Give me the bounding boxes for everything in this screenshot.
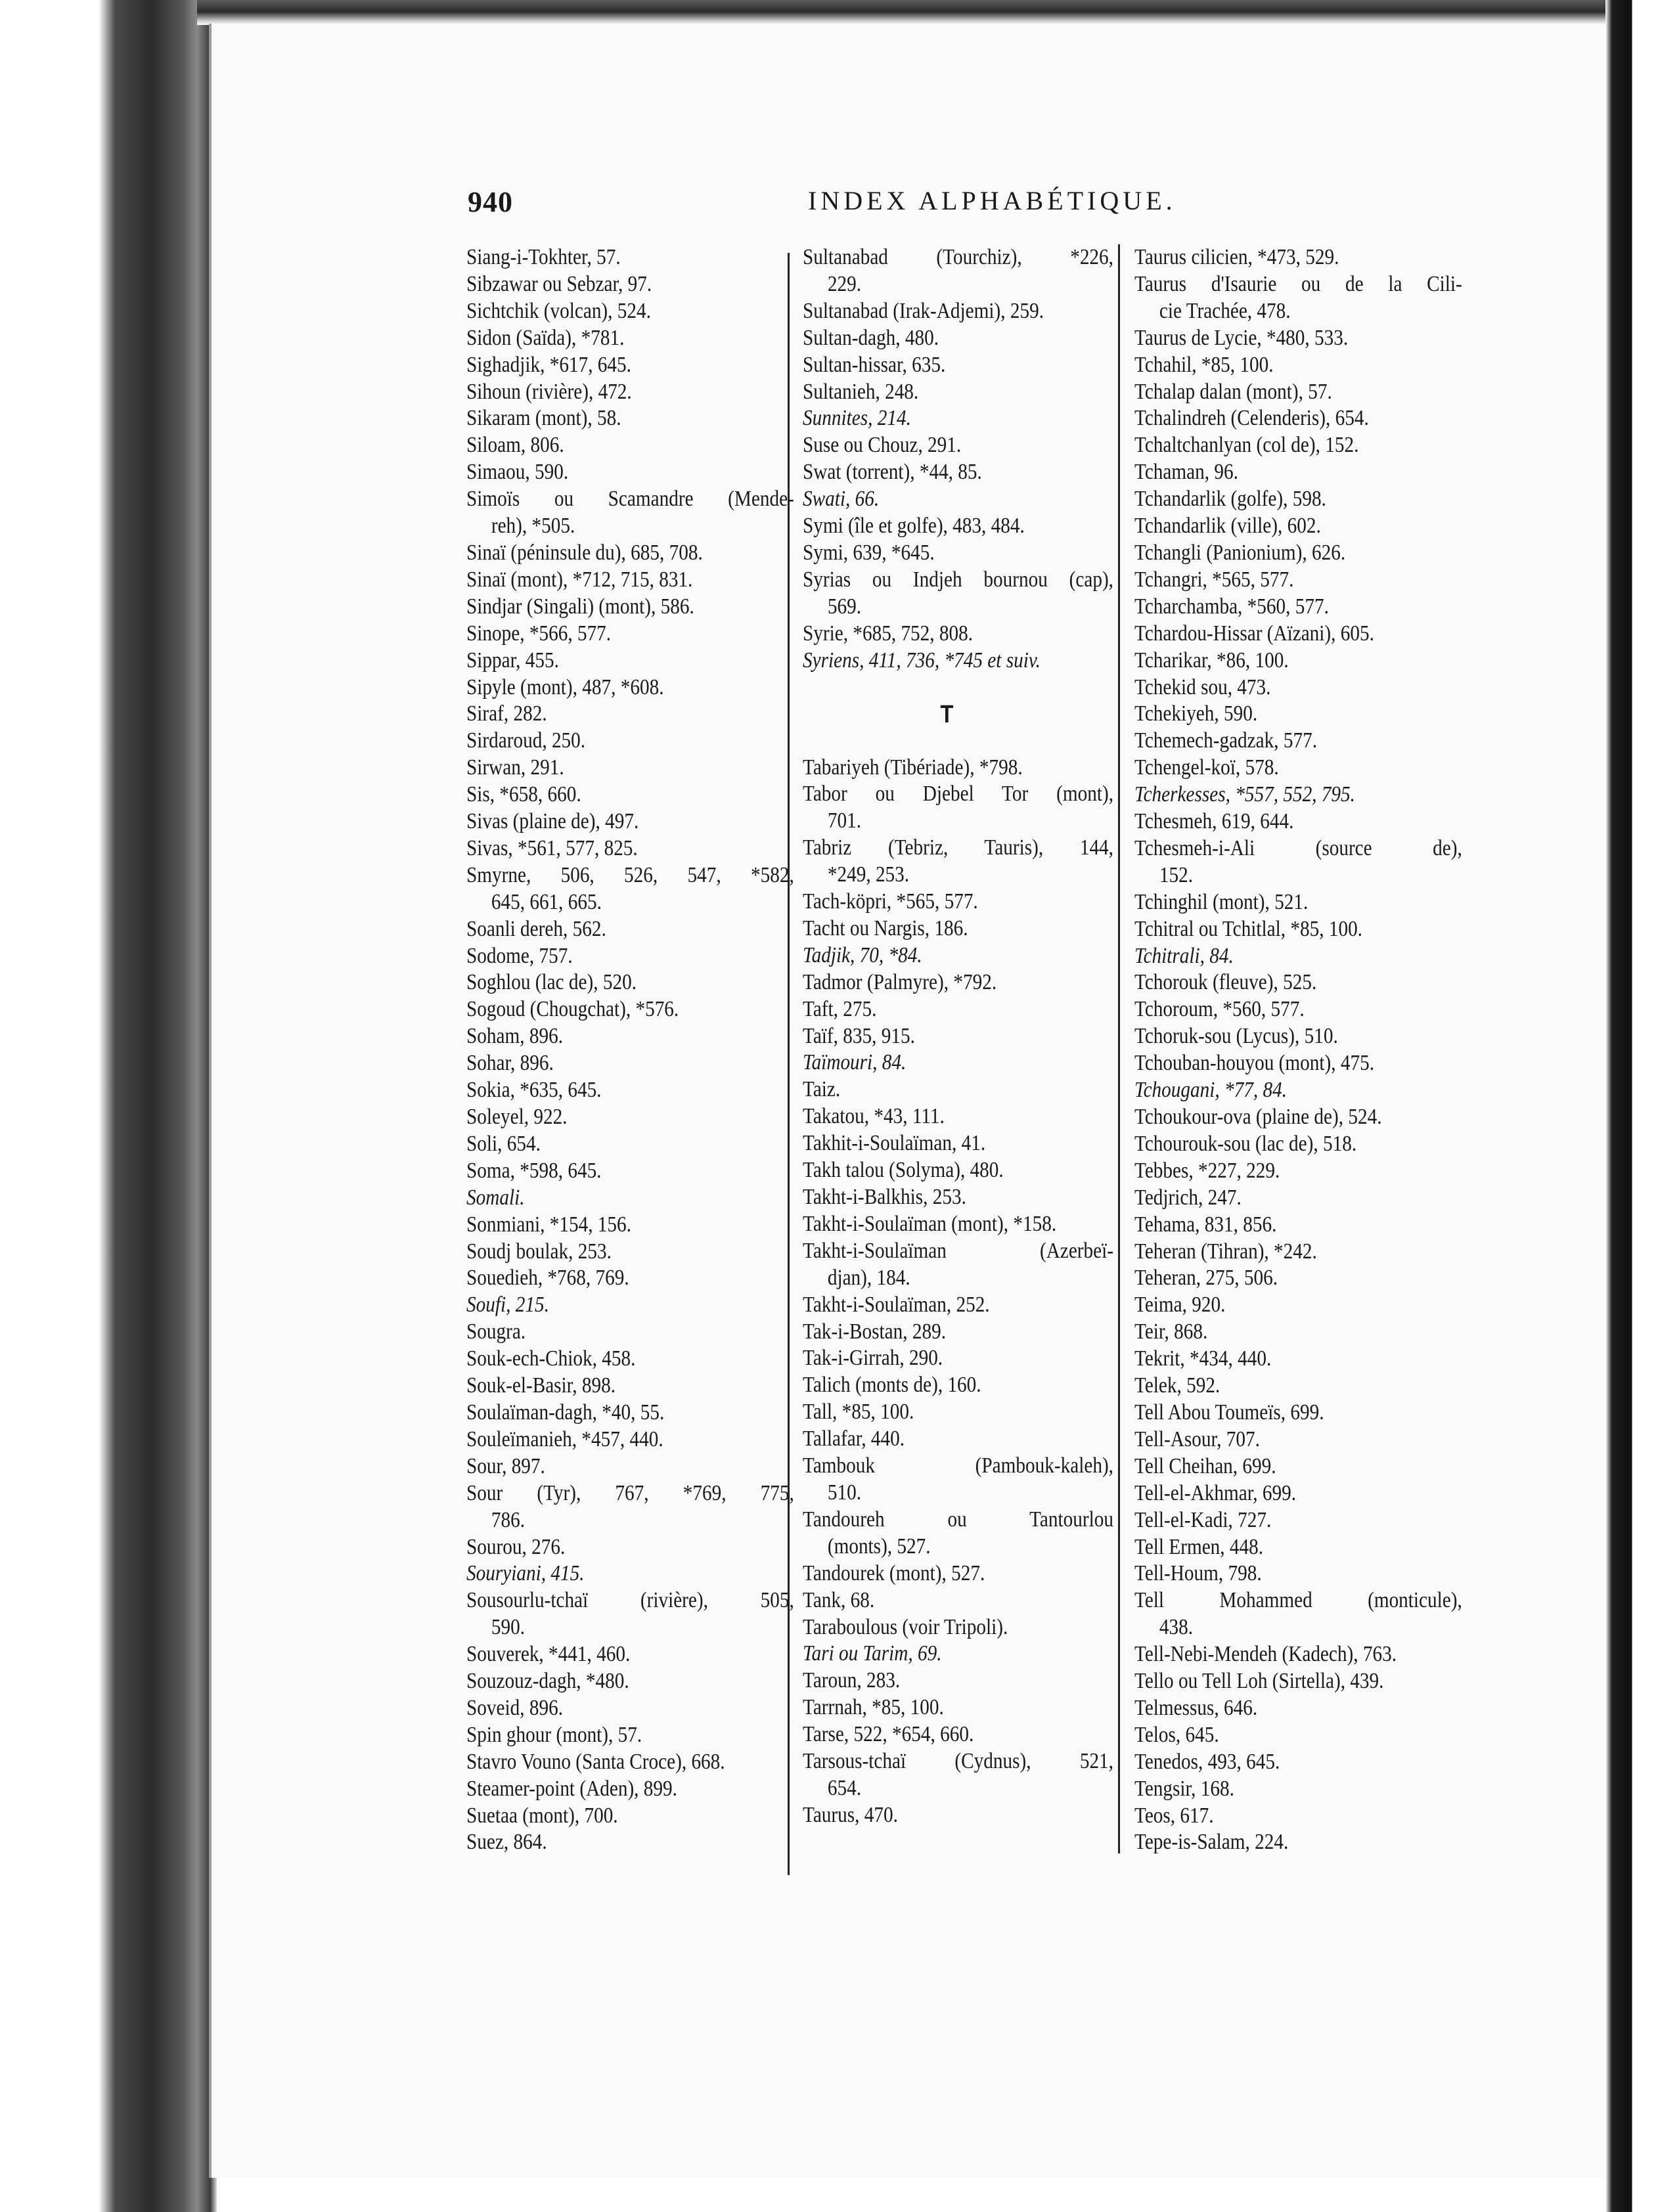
index-entry: Sultanieh, 248.: [803, 379, 919, 404]
index-entry: Sonmiani, *154, 156.: [466, 1212, 631, 1237]
index-entry: Sivas (plaine de), 497.: [466, 809, 639, 834]
index-entry: Somali.: [466, 1185, 525, 1210]
index-entry: Tall, *85, 100.: [803, 1400, 914, 1425]
index-entry: Tabor ou Djebel Tor (mont),: [803, 782, 1113, 807]
index-entry: Teheran, 275, 506.: [1134, 1266, 1278, 1291]
index-entry: Suez, 864.: [466, 1830, 547, 1855]
index-entry: Tell Mohammed (monticule),: [1134, 1588, 1462, 1613]
index-entry: Tchinghil (mont), 521.: [1134, 889, 1309, 914]
index-entry: Spin ghour (mont), 57.: [466, 1722, 642, 1747]
index-entry: Sindjar (Singali) (mont), 586.: [466, 594, 694, 619]
book-spine: [0, 0, 217, 2212]
index-entry: Takht-i-Soulaïman, 252.: [803, 1292, 990, 1317]
index-entry: Taiz.: [803, 1077, 841, 1102]
index-entry: Teheran (Tihran), *242.: [1134, 1239, 1317, 1264]
index-entry: Taurus d'Isaurie ou de la Cili-: [1134, 271, 1462, 296]
index-entry: Tabriz (Tebriz, Tauris), 144,: [803, 835, 1113, 860]
index-entry: Siloam, 806.: [466, 433, 564, 458]
index-entry: Souryiani, 415.: [466, 1561, 585, 1586]
index-entry: Tchandarlik (golfe), 598.: [1134, 487, 1326, 512]
index-entry: Tandourek (mont), 527.: [803, 1560, 985, 1585]
index-entry: Tchougani, *77, 84.: [1134, 1078, 1288, 1103]
index-entry: Takhit-i-Soulaïman, 41.: [803, 1131, 986, 1156]
index-entry: Telek, 592.: [1134, 1373, 1221, 1398]
index-entry: Tandoureh ou Tantourlou: [803, 1507, 1113, 1532]
index-entry: Sour, 897.: [466, 1453, 545, 1478]
index-entry: Taïmouri, 84.: [803, 1050, 907, 1075]
index-entry: Sultanabad (Irak-Adjemi), 259.: [803, 298, 1044, 323]
index-entry: Sibzawar ou Sebzar, 97.: [466, 271, 652, 296]
index-entry: Tell-el-Kadi, 727.: [1134, 1507, 1272, 1532]
index-entry: Tchoruk-sou (Lycus), 510.: [1134, 1024, 1338, 1049]
index-entry: Symi (île et golfe), 483, 484.: [803, 514, 1025, 539]
index-entry: Soleyel, 922.: [466, 1105, 568, 1129]
index-entry: Taft, 275.: [803, 996, 877, 1021]
index-entry-continuation: 510.: [827, 1480, 862, 1505]
index-entry: Sighadjik, *617, 645.: [466, 352, 631, 377]
index-entry: Sikaram (mont), 58.: [466, 406, 621, 431]
index-entry: Soveid, 896.: [466, 1695, 564, 1720]
index-entry: Tchaman, 96.: [1134, 460, 1238, 485]
index-entry-continuation: *249, 253.: [827, 862, 910, 887]
index-entry: Tarsous-tchaï (Cydnus), 521,: [803, 1749, 1113, 1774]
index-entry: Tehama, 831, 856.: [1134, 1212, 1277, 1237]
index-entry: Tchitrali, 84.: [1134, 943, 1234, 968]
index-entry: Soham, 896.: [466, 1024, 564, 1049]
index-entry-continuation: 229.: [827, 271, 862, 296]
index-entry: Tell Ermen, 448.: [1134, 1534, 1264, 1559]
index-entry: Tchesmeh-i-Ali (source de),: [1134, 835, 1462, 860]
index-entry: Sinope, *566, 577.: [466, 621, 612, 646]
index-entry: Telmessus, 646.: [1134, 1695, 1258, 1720]
index-entry: Tell-Houm, 798.: [1134, 1561, 1262, 1586]
index-entry: Tallafar, 440.: [803, 1427, 905, 1451]
index-entry: Sirwan, 291.: [466, 755, 564, 780]
index-entry: Telos, 645.: [1134, 1722, 1219, 1747]
index-entry: Tchandarlik (ville), 602.: [1134, 514, 1321, 539]
index-entry-continuation: 645, 661, 665.: [491, 889, 602, 914]
index-entry: Sunnites, 214.: [803, 406, 911, 431]
index-entry: Tak-i-Bostan, 289.: [803, 1319, 947, 1344]
index-entry: Soufi, 215.: [466, 1293, 549, 1317]
index-entry: Tach-köpri, *565, 577.: [803, 889, 978, 914]
index-entry: Sogoud (Chougchat), *576.: [466, 997, 679, 1022]
index-entry: Tedjrich, 247.: [1134, 1185, 1242, 1210]
index-entry: Simaou, 590.: [466, 460, 569, 485]
index-entry: Soghlou (lac de), 520.: [466, 970, 637, 995]
index-entry: Sis, *658, 660.: [466, 782, 581, 807]
index-column-1: [466, 244, 794, 1856]
index-entry: Tell-Nebi-Mendeh (Kadech), 763.: [1134, 1642, 1397, 1667]
index-entry: Sirdaroud, 250.: [466, 728, 586, 753]
index-entry: Tchourouk-sou (lac de), 518.: [1134, 1131, 1357, 1156]
index-entry: Syriens, 411, 736, *745 et suiv.: [803, 648, 1041, 673]
index-entry: Tepe-is-Salam, 224.: [1134, 1830, 1289, 1855]
index-entry: Tadjik, 70, *84.: [803, 942, 922, 967]
index-entry: Takh talou (Solyma), 480.: [803, 1158, 1004, 1183]
index-entry-continuation: reh), *505.: [491, 514, 575, 539]
page-number: 940: [468, 186, 513, 218]
index-entry: Steamer-point (Aden), 899.: [466, 1776, 677, 1801]
index-entry: Tchangri, *565, 577.: [1134, 567, 1294, 592]
index-entry-continuation: 569.: [827, 594, 862, 619]
index-entry: Tchoroum, *560, 577.: [1134, 997, 1305, 1022]
index-entry: Takht-i-Soulaïman (Azerbeï-: [803, 1238, 1113, 1263]
index-entry: Soulaïman-dagh, *40, 55.: [466, 1400, 665, 1425]
index-entry: Taroun, 283.: [803, 1668, 901, 1693]
index-entry: Sultan-dagh, 480.: [803, 325, 939, 350]
index-entry: Tacht ou Nargis, 186.: [803, 916, 968, 940]
index-entry: Tekrit, *434, 440.: [1134, 1346, 1272, 1371]
index-entry: Sodome, 757.: [466, 943, 573, 968]
index-entry: Taïf, 835, 915.: [803, 1023, 915, 1048]
index-entry: Teima, 920.: [1134, 1293, 1226, 1317]
index-entry: Takht-i-Soulaïman (mont), *158.: [803, 1211, 1057, 1236]
index-entry: Sultanabad (Tourchiz), *226,: [803, 245, 1113, 269]
index-entry: Taurus cilicien, *473, 529.: [1134, 245, 1339, 269]
index-entry: Tebbes, *227, 229.: [1134, 1158, 1280, 1183]
index-entry: Syrias ou Indjeh bournou (cap),: [803, 567, 1113, 592]
index-entry: Tell-Asour, 707.: [1134, 1427, 1260, 1451]
index-entry: Souedieh, *768, 769.: [466, 1266, 629, 1291]
index-entry: Talich (monts de), 160.: [803, 1373, 981, 1398]
index-entry: Tcharchamba, *560, 577.: [1134, 594, 1329, 619]
index-entry: Sourou, 276.: [466, 1534, 566, 1559]
index-entry: Sidon (Saïda), *781.: [466, 325, 625, 350]
index-entry: Tchitral ou Tchitlal, *85, 100.: [1134, 916, 1362, 941]
index-entry: Simoïs ou Scamandre (Mende-: [466, 487, 794, 512]
index-entry: Tarrnah, *85, 100.: [803, 1695, 944, 1720]
index-entry-continuation: 590.: [491, 1615, 526, 1640]
index-entry-continuation: 654.: [827, 1775, 862, 1800]
page-top-edge: [197, 0, 1609, 25]
index-entry: Tchalindreh (Celenderis), 654.: [1134, 406, 1369, 431]
index-entry: Sousourlu-tchaï (rivière), 505,: [466, 1588, 794, 1613]
index-entry: Souk-el-Basir, 898.: [466, 1373, 616, 1398]
index-entry: Sipyle (mont), 487, *608.: [466, 675, 664, 699]
index-entry: Tchaltchanlyan (col de), 152.: [1134, 433, 1359, 458]
index-entry: Tambouk (Pambouk-kaleh),: [803, 1453, 1113, 1478]
index-entry: Tadmor (Palmyre), *792.: [803, 969, 997, 994]
index-entry: Soanli dereh, 562.: [466, 916, 606, 941]
index-entry: Syrie, *685, 752, 808.: [803, 621, 974, 646]
index-entry: Tchesmeh, 619, 644.: [1134, 809, 1294, 834]
index-entry: Souleïmanieh, *457, 440.: [466, 1427, 663, 1451]
index-entry: Tchekiyeh, 590.: [1134, 701, 1258, 726]
index-entry: Sohar, 896.: [466, 1051, 554, 1076]
index-entry: Taraboulous (voir Tripoli).: [803, 1614, 1008, 1639]
index-entry: Takatou, *43, 111.: [803, 1104, 945, 1129]
index-entry: Tchengel-koï, 578.: [1134, 755, 1279, 780]
index-entry: Tell Cheihan, 699.: [1134, 1453, 1276, 1478]
index-entry: Tchangli (Panionium), 626.: [1134, 540, 1346, 565]
column-rule-2: [1118, 244, 1120, 1853]
index-entry: Tello ou Tell Loh (Sirtella), 439.: [1134, 1669, 1384, 1694]
index-entry: Sivas, *561, 577, 825.: [466, 835, 638, 860]
index-entry: Tchoukour-ova (plaine de), 524.: [1134, 1105, 1382, 1129]
index-entry: Souzouz-dagh, *480.: [466, 1669, 629, 1694]
index-entry: Sultan-hissar, 635.: [803, 352, 946, 377]
index-entry: Tell Abou Toumeïs, 699.: [1134, 1400, 1324, 1425]
index-entry: Souk-ech-Chiok, 458.: [466, 1346, 636, 1371]
index-entry: Tcherkesses, *557, 552, 795.: [1134, 782, 1355, 807]
index-entry: Teos, 617.: [1134, 1803, 1214, 1828]
index-entry: Sihoun (rivière), 472.: [466, 379, 632, 404]
index-entry: Takht-i-Balkhis, 253.: [803, 1185, 966, 1209]
index-entry: Tcharikar, *86, 100.: [1134, 648, 1289, 673]
index-entry: Sinaï (mont), *712, 715, 831.: [466, 567, 693, 592]
index-entry: Swat (torrent), *44, 85.: [803, 460, 982, 485]
index-entry: Stavro Vouno (Santa Croce), 668.: [466, 1749, 725, 1774]
index-entry: Tari ou Tarim, 69.: [803, 1641, 942, 1666]
index-entry-continuation: 152.: [1159, 862, 1194, 887]
index-entry: Tarse, 522, *654, 660.: [803, 1722, 974, 1747]
index-entry: Siraf, 282.: [466, 701, 547, 726]
index-entry: Suse ou Chouz, 291.: [803, 433, 962, 458]
section-letter-heading: T: [940, 700, 954, 728]
index-entry: Tchahil, *85, 100.: [1134, 352, 1274, 377]
index-entry: Souverek, *441, 460.: [466, 1642, 631, 1667]
index-entry-continuation: 786.: [491, 1507, 526, 1532]
running-head: INDEX ALPHABÉTIQUE.: [808, 186, 1176, 215]
index-entry: Soli, 654.: [466, 1131, 541, 1156]
index-entry: Taurus de Lycie, *480, 533.: [1134, 325, 1349, 350]
index-entry: Sougra.: [466, 1319, 526, 1344]
index-entry: Tell-el-Akhmar, 699.: [1134, 1480, 1297, 1505]
index-entry: Sichtchik (volcan), 524.: [466, 298, 651, 323]
index-entry-continuation: 701.: [827, 808, 862, 833]
index-entry: Sinaï (péninsule du), 685, 708.: [466, 540, 703, 565]
index-entry: Sokia, *635, 645.: [466, 1078, 602, 1103]
index-entry: Tengsir, 168.: [1134, 1776, 1234, 1801]
index-entry: Symi, 639, *645.: [803, 540, 935, 565]
index-entry: Tak-i-Girrah, 290.: [803, 1346, 943, 1371]
index-entry: Smyrne, 506, 526, 547, *582,: [466, 862, 794, 887]
facing-page-edge: [1605, 0, 1658, 2212]
index-entry: Tchekid sou, 473.: [1134, 675, 1271, 699]
index-entry: Soudj boulak, 253.: [466, 1239, 612, 1264]
index-entry: Tchouban-houyou (mont), 475.: [1134, 1051, 1375, 1076]
index-entry: Sippar, 455.: [466, 648, 559, 673]
index-entry: Tchalap dalan (mont), 57.: [1134, 379, 1332, 404]
index-entry: Soma, *598, 645.: [466, 1158, 602, 1183]
index-column-3: [1134, 244, 1462, 1856]
index-entry: Tank, 68.: [803, 1587, 875, 1612]
index-entry: Tchemech-gadzak, 577.: [1134, 728, 1318, 753]
index-entry: Tchorouk (fleuve), 525.: [1134, 970, 1317, 995]
index-entry: Swati, 66.: [803, 487, 880, 512]
index-entry-continuation: 438.: [1159, 1615, 1194, 1640]
index-entry: Siang-i-Tokhter, 57.: [466, 245, 621, 269]
index-entry: Tchardou-Hissar (Aïzani), 605.: [1134, 621, 1374, 646]
index-entry: Taurus, 470.: [803, 1802, 898, 1827]
index-entry: Tabariyeh (Tibériade), *798.: [803, 755, 1023, 780]
index-entry: Tenedos, 493, 645.: [1134, 1749, 1280, 1774]
index-entry: Teir, 868.: [1134, 1319, 1208, 1344]
index-entry-continuation: cie Trachée, 478.: [1159, 298, 1291, 323]
index-entry: Suetaa (mont), 700.: [466, 1803, 618, 1828]
index-column-2: [803, 244, 1113, 1829]
index-entry: Sour (Tyr), 767, *769, 775,: [466, 1480, 794, 1505]
index-entry-continuation: djan), 184.: [827, 1265, 910, 1290]
index-entry-continuation: (monts), 527.: [827, 1534, 931, 1559]
